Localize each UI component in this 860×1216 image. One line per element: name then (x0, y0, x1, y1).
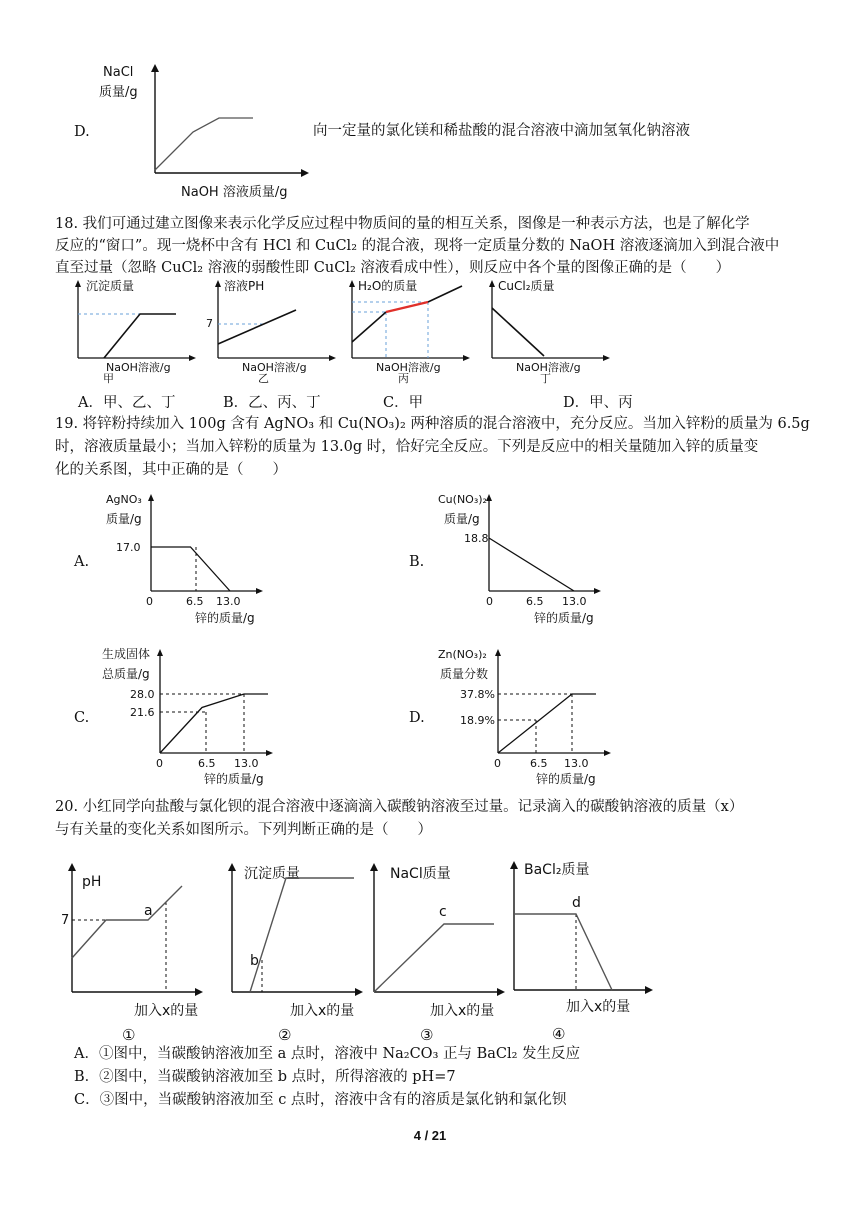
q17-ylabel-1: NaCl (103, 65, 134, 80)
q19-xlabel: 锌的质量/g (195, 611, 255, 625)
q18-xlabel: NaOH溶液/g (106, 361, 171, 374)
arrow-up-icon (349, 280, 355, 287)
arrow-right-icon (256, 588, 263, 594)
arrow-up-icon (157, 649, 163, 656)
q20-ylabel: NaCl质量 (390, 866, 451, 882)
q20-ylabel: pH (82, 874, 102, 890)
q19-ylabel-2: 质量/g (444, 512, 480, 526)
q17-description: 向一定量的氯化镁和稀盐酸的混合溶液中滴加氢氧化钠溶液 (313, 123, 690, 139)
q20-xlabel: 加入x的量 (134, 1003, 199, 1019)
tick-y-1: 28.0 (130, 688, 155, 701)
q18-option-a: A．甲、乙、丁 (78, 395, 176, 411)
q19-ylabel-2: 质量/g (106, 512, 142, 526)
q19-line-3: 化的关系图，其中正确的是（ ） (55, 462, 287, 478)
series-line (498, 694, 596, 753)
series-line (492, 308, 544, 356)
arrow-up-icon (151, 64, 159, 72)
chart-number: ② (278, 1026, 292, 1044)
q18-line-3: 直至过量（忽略 CuCl₂ 溶液的弱酸性即 CuCl₂ 溶液看成中性），则反应中各个量的图像正确的是（ ） (55, 260, 731, 276)
chart-number: ① (122, 1026, 136, 1044)
series-line (428, 286, 462, 302)
tick-y: 18.8 (464, 532, 489, 545)
series-line (352, 312, 386, 342)
arrow-up-icon (215, 280, 221, 287)
arrow-up-icon (370, 863, 378, 871)
q19-chart-c (100, 640, 275, 790)
series-line (104, 314, 176, 358)
q19-ylabel-1: 生成固体 (102, 647, 151, 661)
tick-x-0: 0 (146, 595, 153, 608)
q20-option-b: B．②图中，当碳酸钠溶液加至 b 点时，所得溶液的 pH=7 (74, 1069, 456, 1085)
page-number: 4 / 21 (413, 1128, 447, 1143)
q19-chart-b (438, 485, 608, 630)
q18-xlabel: NaOH溶液/g (242, 361, 307, 374)
q20-option-a: A．①图中，当碳酸钠溶液加至 a 点时，溶液中 Na₂CO₃ 正与 BaCl₂ 发生反应 (74, 1046, 581, 1062)
arrow-right-icon (301, 169, 309, 177)
q17-ylabel-2: 质量/g (99, 85, 138, 100)
tick-y: 17.0 (116, 541, 141, 554)
tick-x-0: 0 (494, 757, 501, 770)
tick-x-1: 6.5 (198, 757, 216, 770)
q20-line-2: 与有关量的变化关系如图所示。下列判断正确的是（ ） (55, 822, 432, 838)
series-line (218, 310, 296, 344)
arrow-right-icon (266, 750, 273, 756)
q19-option-d-label: D. (409, 710, 425, 726)
point-label-d: d (572, 895, 581, 911)
q20-ylabel: BaCl₂质量 (524, 862, 590, 878)
q18-line-1: 18. 我们可通过建立图像来表示化学反应过程中物质间的量的相互关系，图像是一种表示方法，也是了解化学 (55, 216, 750, 232)
series-line (155, 118, 253, 170)
tick-y-1: 37.8% (460, 688, 495, 701)
q18-chart-bing (340, 278, 476, 378)
q20-xlabel: 加入x的量 (566, 999, 631, 1015)
q18-chart-name: 丙 (398, 372, 409, 385)
q17-xlabel: NaOH 溶液质量/g (181, 185, 288, 200)
q20-option-c: C．③图中，当碳酸钠溶液加至 c 点时，溶液中含有的溶质是氯化钠和氯化钡 (74, 1092, 567, 1108)
series-line (489, 538, 574, 591)
series-line-red (386, 302, 428, 312)
chart-number: ③ (420, 1026, 434, 1044)
tick-x-2: 13.0 (216, 595, 241, 608)
q18-chart-ding (480, 278, 616, 378)
arrow-right-icon (463, 355, 470, 361)
tick-x-1: 6.5 (530, 757, 548, 770)
q18-chart-name: 甲 (103, 372, 114, 385)
q18-option-d: D．甲、丙 (563, 395, 633, 411)
q19-ylabel-2: 总质量/g (102, 667, 150, 681)
q18-option-b: B．乙、丙、丁 (223, 395, 321, 411)
arrow-right-icon (604, 750, 611, 756)
q18-xlabel: NaOH溶液/g (376, 361, 441, 374)
series-line (151, 547, 230, 591)
point-label-a: a (144, 903, 153, 919)
q20-ylabel: 沉淀质量 (244, 866, 300, 882)
q19-ylabel-1: Cu(NO₃)₂ (438, 493, 487, 506)
point-label-c: c (439, 904, 447, 920)
q20-chart-2 (218, 858, 368, 1048)
q19-line-1: 19. 将锌粉持续加入 100g 含有 AgNO₃ 和 Cu(NO₃)₂ 两种溶质的混合溶液中，充分反应。当加入锌粉的质量为 6.5g (55, 416, 810, 432)
q17-option-label: D. (74, 124, 90, 140)
q18-chart-name: 乙 (258, 372, 269, 385)
q20-line-1: 20. 小红同学向盐酸与氯化钡的混合溶液中逐滴滴入碳酸钠溶液至过量。记录滴入的碳酸钠溶液的质量（x） (55, 799, 744, 815)
arrow-up-icon (489, 280, 495, 287)
chart-number: ④ (552, 1025, 566, 1043)
arrow-right-icon (603, 355, 610, 361)
q19-ylabel-2: 质量分数 (440, 667, 489, 681)
q19-option-b-label: B. (409, 554, 425, 570)
q20-xlabel: 加入x的量 (430, 1003, 495, 1019)
q19-xlabel: 锌的质量/g (204, 772, 264, 786)
point-label-b: b (250, 953, 259, 969)
arrow-right-icon (189, 355, 196, 361)
arrow-right-icon (594, 588, 601, 594)
arrow-right-icon (329, 355, 336, 361)
q19-xlabel: 锌的质量/g (534, 611, 594, 625)
tick-7: 7 (206, 317, 213, 330)
q20-chart-4 (502, 852, 662, 1048)
arrow-right-icon (195, 988, 203, 996)
q19-option-a-label: A. (74, 554, 90, 570)
series-line (160, 694, 268, 753)
tick-x-2: 13.0 (564, 757, 589, 770)
q18-line-2: 反应的“窗口”。现一烧杯中含有 HCl 和 CuCl₂ 的混合液，现将一定质量分数的 NaOH 溶液逐滴加入到混合液中 (55, 238, 780, 254)
arrow-up-icon (495, 649, 501, 656)
tick-x-1: 6.5 (526, 595, 544, 608)
q19-ylabel-1: Zn(NO₃)₂ (438, 648, 487, 661)
arrow-up-icon (68, 863, 76, 871)
series-line (374, 924, 494, 992)
q18-xlabel: NaOH溶液/g (516, 361, 581, 374)
q20-chart-1 (58, 858, 208, 1048)
q19-chart-d (438, 640, 613, 790)
q18-ylabel: H₂O的质量 (358, 279, 418, 293)
q20-xlabel: 加入x的量 (290, 1003, 355, 1019)
q20-chart-3 (360, 858, 510, 1048)
q18-option-c: C．甲 (383, 395, 424, 411)
series-line (514, 914, 612, 990)
tick-x-0: 0 (486, 595, 493, 608)
q18-chart-yi (206, 278, 342, 378)
tick-x-2: 13.0 (234, 757, 259, 770)
q18-ylabel: 沉淀质量 (86, 279, 135, 293)
q17-d-chart (95, 58, 315, 203)
q18-chart-name: 丁 (540, 372, 551, 385)
arrow-up-icon (75, 280, 81, 287)
q19-option-c-label: C. (74, 710, 90, 726)
q18-ylabel: CuCl₂质量 (498, 279, 555, 293)
arrow-up-icon (510, 861, 518, 869)
q19-xlabel: 锌的质量/g (536, 772, 596, 786)
q19-ylabel-1: AgNO₃ (106, 493, 142, 506)
tick-y-2: 18.9% (460, 714, 495, 727)
tick-7: 7 (61, 913, 70, 928)
tick-x-1: 6.5 (186, 595, 204, 608)
tick-x-0: 0 (156, 757, 163, 770)
q18-ylabel: 溶液PH (224, 279, 265, 293)
q18-chart-jia (66, 278, 202, 378)
arrow-up-icon (228, 863, 236, 871)
arrow-up-icon (148, 494, 154, 501)
tick-y-2: 21.6 (130, 706, 155, 719)
arrow-right-icon (645, 986, 653, 994)
series-line (250, 878, 354, 992)
q19-line-2: 时，溶液质量最小；当加入锌粉的质量为 13.0g 时，恰好完全反应。下列是反应中的相关量随加入锌的质量变 (55, 439, 759, 455)
q19-chart-a (100, 485, 270, 630)
tick-x-2: 13.0 (562, 595, 587, 608)
